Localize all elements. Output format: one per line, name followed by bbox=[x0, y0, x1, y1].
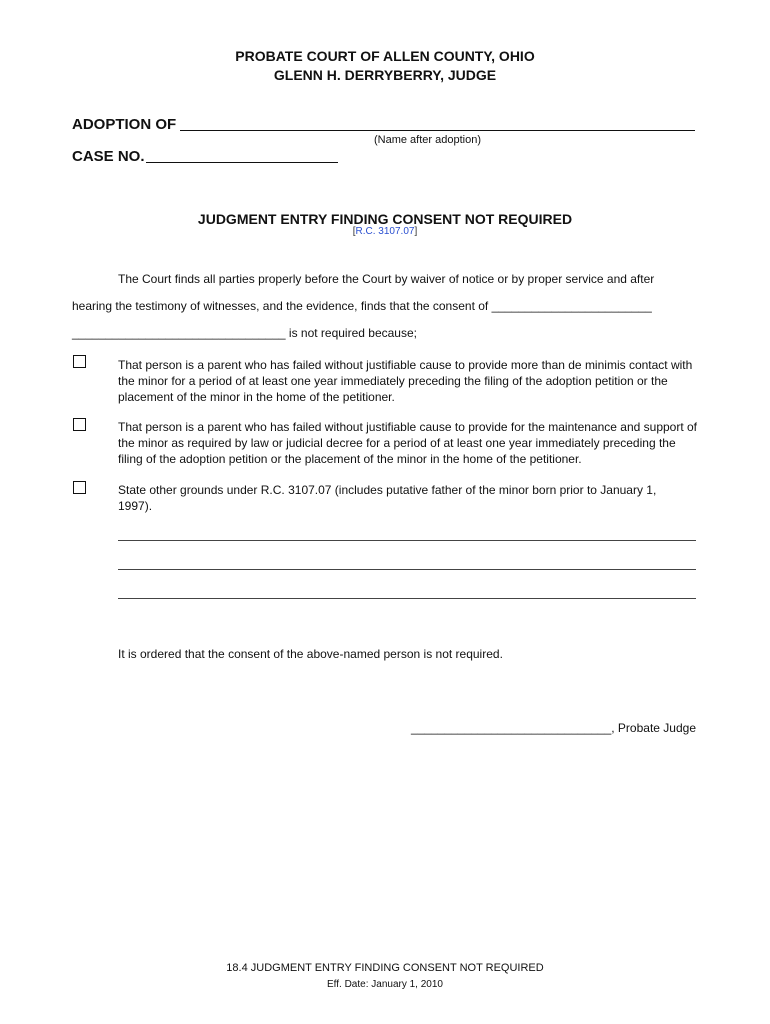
order-text: It is ordered that the consent of the above-named person is not required. bbox=[118, 647, 503, 661]
statute-citation bbox=[0, 226, 770, 237]
statute-link[interactable]: R.C. 3107.07 bbox=[355, 226, 415, 237]
judge-name: GLENN H. DERRYBERRY, JUDGE bbox=[273, 67, 497, 83]
footer-form-title: 18.4 JUDGMENT ENTRY FINDING CONSENT NOT REQUIRED bbox=[226, 962, 544, 974]
intro-line-3: ________________________________ is not required because; bbox=[72, 326, 417, 340]
option-2-text: That person is a parent who has failed without justifiable cause to provide for the maintenance and support of the minor as required by law or judicial decree for a period of at least one year immediately preceding the filing of the adoption petition or the placement of the minor in the home of the petitioner. bbox=[118, 420, 698, 466]
cite-open: [ bbox=[352, 226, 356, 237]
option-3-text: State other grounds under R.C. 3107.07 (includes putative father of the minor born prior to January 1, 1997). bbox=[118, 483, 657, 513]
court-name: PROBATE COURT OF ALLEN COUNTY, OHIO bbox=[235, 48, 535, 64]
intro-line-1: The Court finds all parties properly before the Court by waiver of notice or by proper service and after bbox=[118, 272, 655, 286]
name-after-adoption-hint: (Name after adoption) bbox=[374, 134, 481, 146]
intro-line-2: hearing the testimony of witnesses, and the evidence, finds that the consent of ________________________ bbox=[72, 299, 652, 313]
adoptee-name-field[interactable] bbox=[180, 130, 695, 131]
probate-judge-signature: ______________________________, Probate Judge bbox=[411, 721, 696, 735]
other-grounds-line-1[interactable] bbox=[118, 540, 696, 541]
option-2-checkbox[interactable] bbox=[73, 418, 86, 431]
option-1-checkbox[interactable] bbox=[73, 355, 86, 368]
footer-effective-date: Eff. Date: January 1, 2010 bbox=[326, 979, 443, 990]
adoption-of-label: ADOPTION OF bbox=[72, 116, 177, 133]
case-number-field[interactable] bbox=[146, 162, 338, 163]
case-no-label: CASE NO. bbox=[72, 148, 145, 165]
cite-close: ] bbox=[414, 226, 418, 237]
document-title: JUDGMENT ENTRY FINDING CONSENT NOT REQUIRED bbox=[197, 211, 573, 227]
other-grounds-line-3[interactable] bbox=[118, 598, 696, 599]
other-grounds-line-2[interactable] bbox=[118, 569, 696, 570]
option-1-text: That person is a parent who has failed without justifiable cause to provide more than de minimis contact with the minor for a period of at least one year immediately preceding the filing of the adoption petition or the placement of the minor in the home of the petitioner. bbox=[118, 358, 693, 404]
option-3-checkbox[interactable] bbox=[73, 481, 86, 494]
